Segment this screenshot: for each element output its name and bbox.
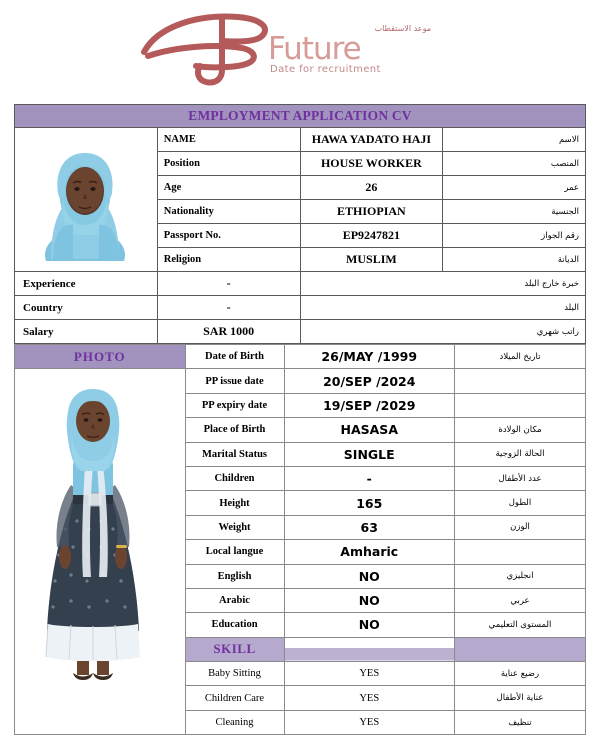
future-logo-mark <box>138 8 278 90</box>
table-row <box>15 128 586 152</box>
future-wordmark <box>268 22 433 78</box>
row-value: 19/SEP /2029 <box>284 393 455 417</box>
row-value: 63 <box>284 515 455 539</box>
row-arabic-label <box>455 393 586 417</box>
row-arabic-label: الجنسية <box>443 200 586 224</box>
skill-header-spacer <box>284 637 455 661</box>
row-value: 26 <box>300 176 443 200</box>
row-label: Arabic <box>185 588 284 612</box>
skill-value: YES <box>284 662 455 686</box>
row-label: Height <box>185 491 284 515</box>
row-arabic-label: مكان الولادة <box>455 418 586 442</box>
row-value: MUSLIM <box>300 248 443 272</box>
table-row <box>15 272 586 296</box>
row-arabic-label: المنصب <box>443 152 586 176</box>
row-value: HAWA YADATO HAJI <box>300 128 443 152</box>
row-label: Children <box>185 466 284 490</box>
row-label: Weight <box>185 515 284 539</box>
row-label: Marital Status <box>185 442 284 466</box>
row-arabic-label: الاسم <box>443 128 586 152</box>
row-label: Position <box>157 152 300 176</box>
row-arabic-label: الطول <box>455 491 586 515</box>
row-label: NAME <box>157 128 300 152</box>
row-label: PP issue date <box>185 369 284 393</box>
row-arabic-label: عدد الأطفال <box>455 466 586 490</box>
row-arabic-label: الوزن <box>455 515 586 539</box>
row-arabic-label: راتب شهري <box>300 320 586 344</box>
table-row <box>15 296 586 320</box>
row-value: NO <box>284 588 455 612</box>
row-label: Religion <box>157 248 300 272</box>
row-value: NO <box>284 564 455 588</box>
row-label: Education <box>185 613 284 637</box>
row-label: Nationality <box>157 200 300 224</box>
row-arabic-label <box>455 540 586 564</box>
row-value: NO <box>284 613 455 637</box>
row-label: Country <box>15 296 158 320</box>
skill-arabic-label: رضيع عناية <box>455 662 586 686</box>
fullbody-photo-cell <box>15 369 186 735</box>
row-label: PP expiry date <box>185 393 284 417</box>
row-label: Experience <box>15 272 158 296</box>
skill-header-arabic-spacer <box>455 637 586 661</box>
row-value: EP9247821 <box>300 224 443 248</box>
row-label: Local langue <box>185 540 284 564</box>
row-label: Passport No. <box>157 224 300 248</box>
row-value: - <box>157 296 300 320</box>
photo-section-header: PHOTO <box>15 345 186 369</box>
row-value: ETHIOPIAN <box>300 200 443 224</box>
personal-info-table <box>14 104 586 344</box>
row-value: 165 <box>284 491 455 515</box>
row-label: Place of Birth <box>185 418 284 442</box>
row-value: 26/MAY /1999 <box>284 345 455 369</box>
row-value: - <box>157 272 300 296</box>
skill-value: YES <box>284 686 455 710</box>
skill-arabic-label: تنظيف <box>455 710 586 734</box>
row-label: Date of Birth <box>185 345 284 369</box>
table-row <box>15 320 586 344</box>
table-row <box>15 369 586 393</box>
row-label: Age <box>157 176 300 200</box>
skill-label: Cleaning <box>185 710 284 734</box>
skill-section-header: SKILL <box>185 637 284 661</box>
row-arabic-label: الحالة الزوجية <box>455 442 586 466</box>
row-arabic-label: المستوى التعليمي <box>455 613 586 637</box>
fullbody-photo <box>15 369 171 719</box>
row-arabic-label: انجليزي <box>455 564 586 588</box>
skill-label: Children Care <box>185 686 284 710</box>
row-value: HOUSE WORKER <box>300 152 443 176</box>
row-arabic-label: تاريخ الميلاد <box>455 345 586 369</box>
row-arabic-label: البلد <box>300 296 586 320</box>
row-arabic-label: عربي <box>455 588 586 612</box>
portrait-photo <box>33 133 138 261</box>
skill-label: Baby Sitting <box>185 662 284 686</box>
photo-header-row <box>15 345 586 369</box>
row-arabic-label: الديانة <box>443 248 586 272</box>
row-value: HASASA <box>284 418 455 442</box>
row-arabic-label: خبرة خارج البلد <box>300 272 586 296</box>
details-and-skills-table <box>14 344 586 735</box>
row-arabic-label: عمر <box>443 176 586 200</box>
row-value: SAR 1000 <box>157 320 300 344</box>
row-value: SINGLE <box>284 442 455 466</box>
row-arabic-label <box>455 369 586 393</box>
row-value: 20/SEP /2024 <box>284 369 455 393</box>
portrait-photo-cell <box>15 128 158 272</box>
page-title: EMPLOYMENT APPLICATION CV <box>15 105 586 128</box>
row-value: Amharic <box>284 540 455 564</box>
skill-value: YES <box>284 710 455 734</box>
brand-tagline-text: Date for recruitment <box>270 64 381 75</box>
row-value: - <box>284 466 455 490</box>
row-label: Salary <box>15 320 158 344</box>
skill-arabic-label: عناية الأطفال <box>455 686 586 710</box>
brand-name-text: Future <box>268 31 361 67</box>
row-arabic-label: رقم الجواز <box>443 224 586 248</box>
company-logo-header <box>0 0 600 100</box>
row-label: English <box>185 564 284 588</box>
brand-arabic-text: موعد الاستقطاب <box>374 24 431 33</box>
cv-title-row <box>15 105 586 128</box>
